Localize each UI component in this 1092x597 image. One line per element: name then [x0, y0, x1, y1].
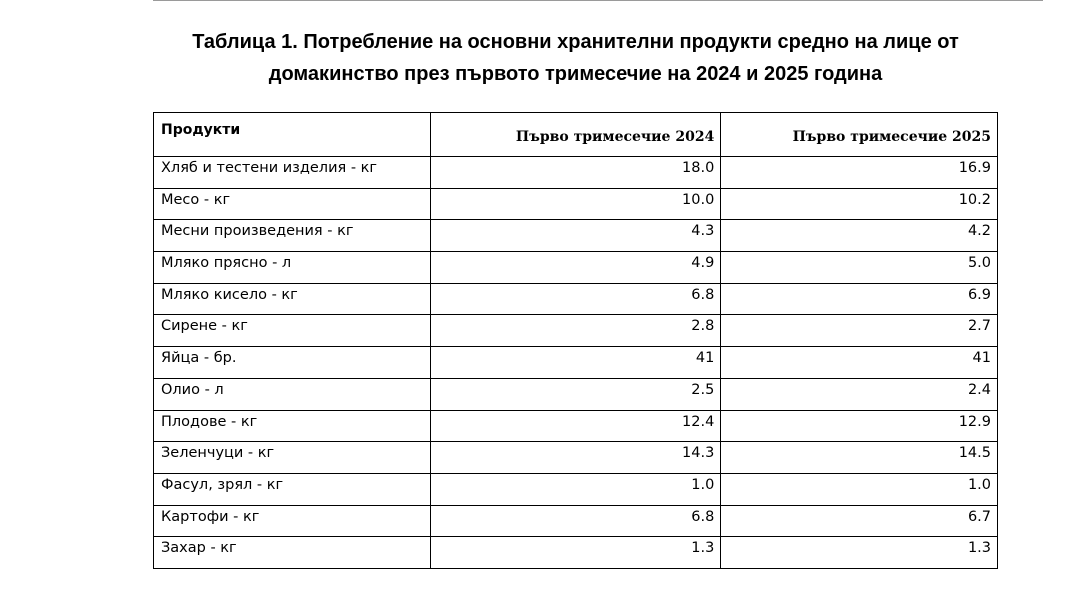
table-header-row — [154, 113, 998, 157]
table-row — [154, 442, 998, 474]
top-divider — [153, 0, 1043, 1]
value-2025-cell: 1.3 — [721, 537, 998, 569]
table-row — [154, 473, 998, 505]
value-2025-cell: 14.5 — [721, 442, 998, 474]
value-2025-cell: 12.9 — [721, 410, 998, 442]
value-2024-cell: 10.0 — [430, 188, 721, 220]
value-2025-cell: 10.2 — [721, 188, 998, 220]
product-cell: Фасул, зрял - кг — [154, 473, 431, 505]
table-row — [154, 537, 998, 569]
table-row — [154, 283, 998, 315]
product-cell: Сирене - кг — [154, 315, 431, 347]
product-cell: Захар - кг — [154, 537, 431, 569]
value-2025-cell: 2.7 — [721, 315, 998, 347]
table-row — [154, 315, 998, 347]
column-header-q1-2024: Първо тримесечие 2024 — [430, 113, 721, 157]
value-2024-cell: 1.3 — [430, 537, 721, 569]
product-cell: Мляко прясно - л — [154, 252, 431, 284]
product-cell: Зеленчуци - кг — [154, 442, 431, 474]
value-2024-cell: 6.8 — [430, 283, 721, 315]
table-row — [154, 252, 998, 284]
table-title: Таблица 1. Потребление на основни хранителни продукти средно на лице от домакинство през първото тримесечие на 2024 и 2025 година — [192, 31, 959, 85]
product-cell: Хляб и тестени изделия - кг — [154, 157, 431, 189]
product-cell: Месо - кг — [154, 188, 431, 220]
value-2024-cell: 41 — [430, 347, 721, 379]
value-2025-cell: 41 — [721, 347, 998, 379]
value-2024-cell: 14.3 — [430, 442, 721, 474]
value-2025-cell: 5.0 — [721, 252, 998, 284]
table-row — [154, 220, 998, 252]
product-cell: Картофи - кг — [154, 505, 431, 537]
table-row — [154, 410, 998, 442]
table-row — [154, 505, 998, 537]
value-2024-cell: 6.8 — [430, 505, 721, 537]
value-2024-cell: 18.0 — [430, 157, 721, 189]
column-header-products: Продукти — [154, 113, 431, 157]
table-row — [154, 347, 998, 379]
value-2024-cell: 4.9 — [430, 252, 721, 284]
value-2025-cell: 1.0 — [721, 473, 998, 505]
value-2024-cell: 4.3 — [430, 220, 721, 252]
consumption-table — [153, 112, 998, 569]
value-2025-cell: 6.7 — [721, 505, 998, 537]
product-cell: Мляко кисело - кг — [154, 283, 431, 315]
product-cell: Плодове - кг — [154, 410, 431, 442]
product-cell: Месни произведения - кг — [154, 220, 431, 252]
table-row — [154, 157, 998, 189]
table-row — [154, 188, 998, 220]
value-2025-cell: 16.9 — [721, 157, 998, 189]
value-2025-cell: 4.2 — [721, 220, 998, 252]
value-2025-cell: 2.4 — [721, 378, 998, 410]
product-cell: Олио - л — [154, 378, 431, 410]
value-2024-cell: 12.4 — [430, 410, 721, 442]
value-2024-cell: 2.5 — [430, 378, 721, 410]
table-row — [154, 378, 998, 410]
column-header-q1-2025: Първо тримесечие 2025 — [721, 113, 998, 157]
value-2024-cell: 1.0 — [430, 473, 721, 505]
product-cell: Яйца - бр. — [154, 347, 431, 379]
value-2024-cell: 2.8 — [430, 315, 721, 347]
value-2025-cell: 6.9 — [721, 283, 998, 315]
